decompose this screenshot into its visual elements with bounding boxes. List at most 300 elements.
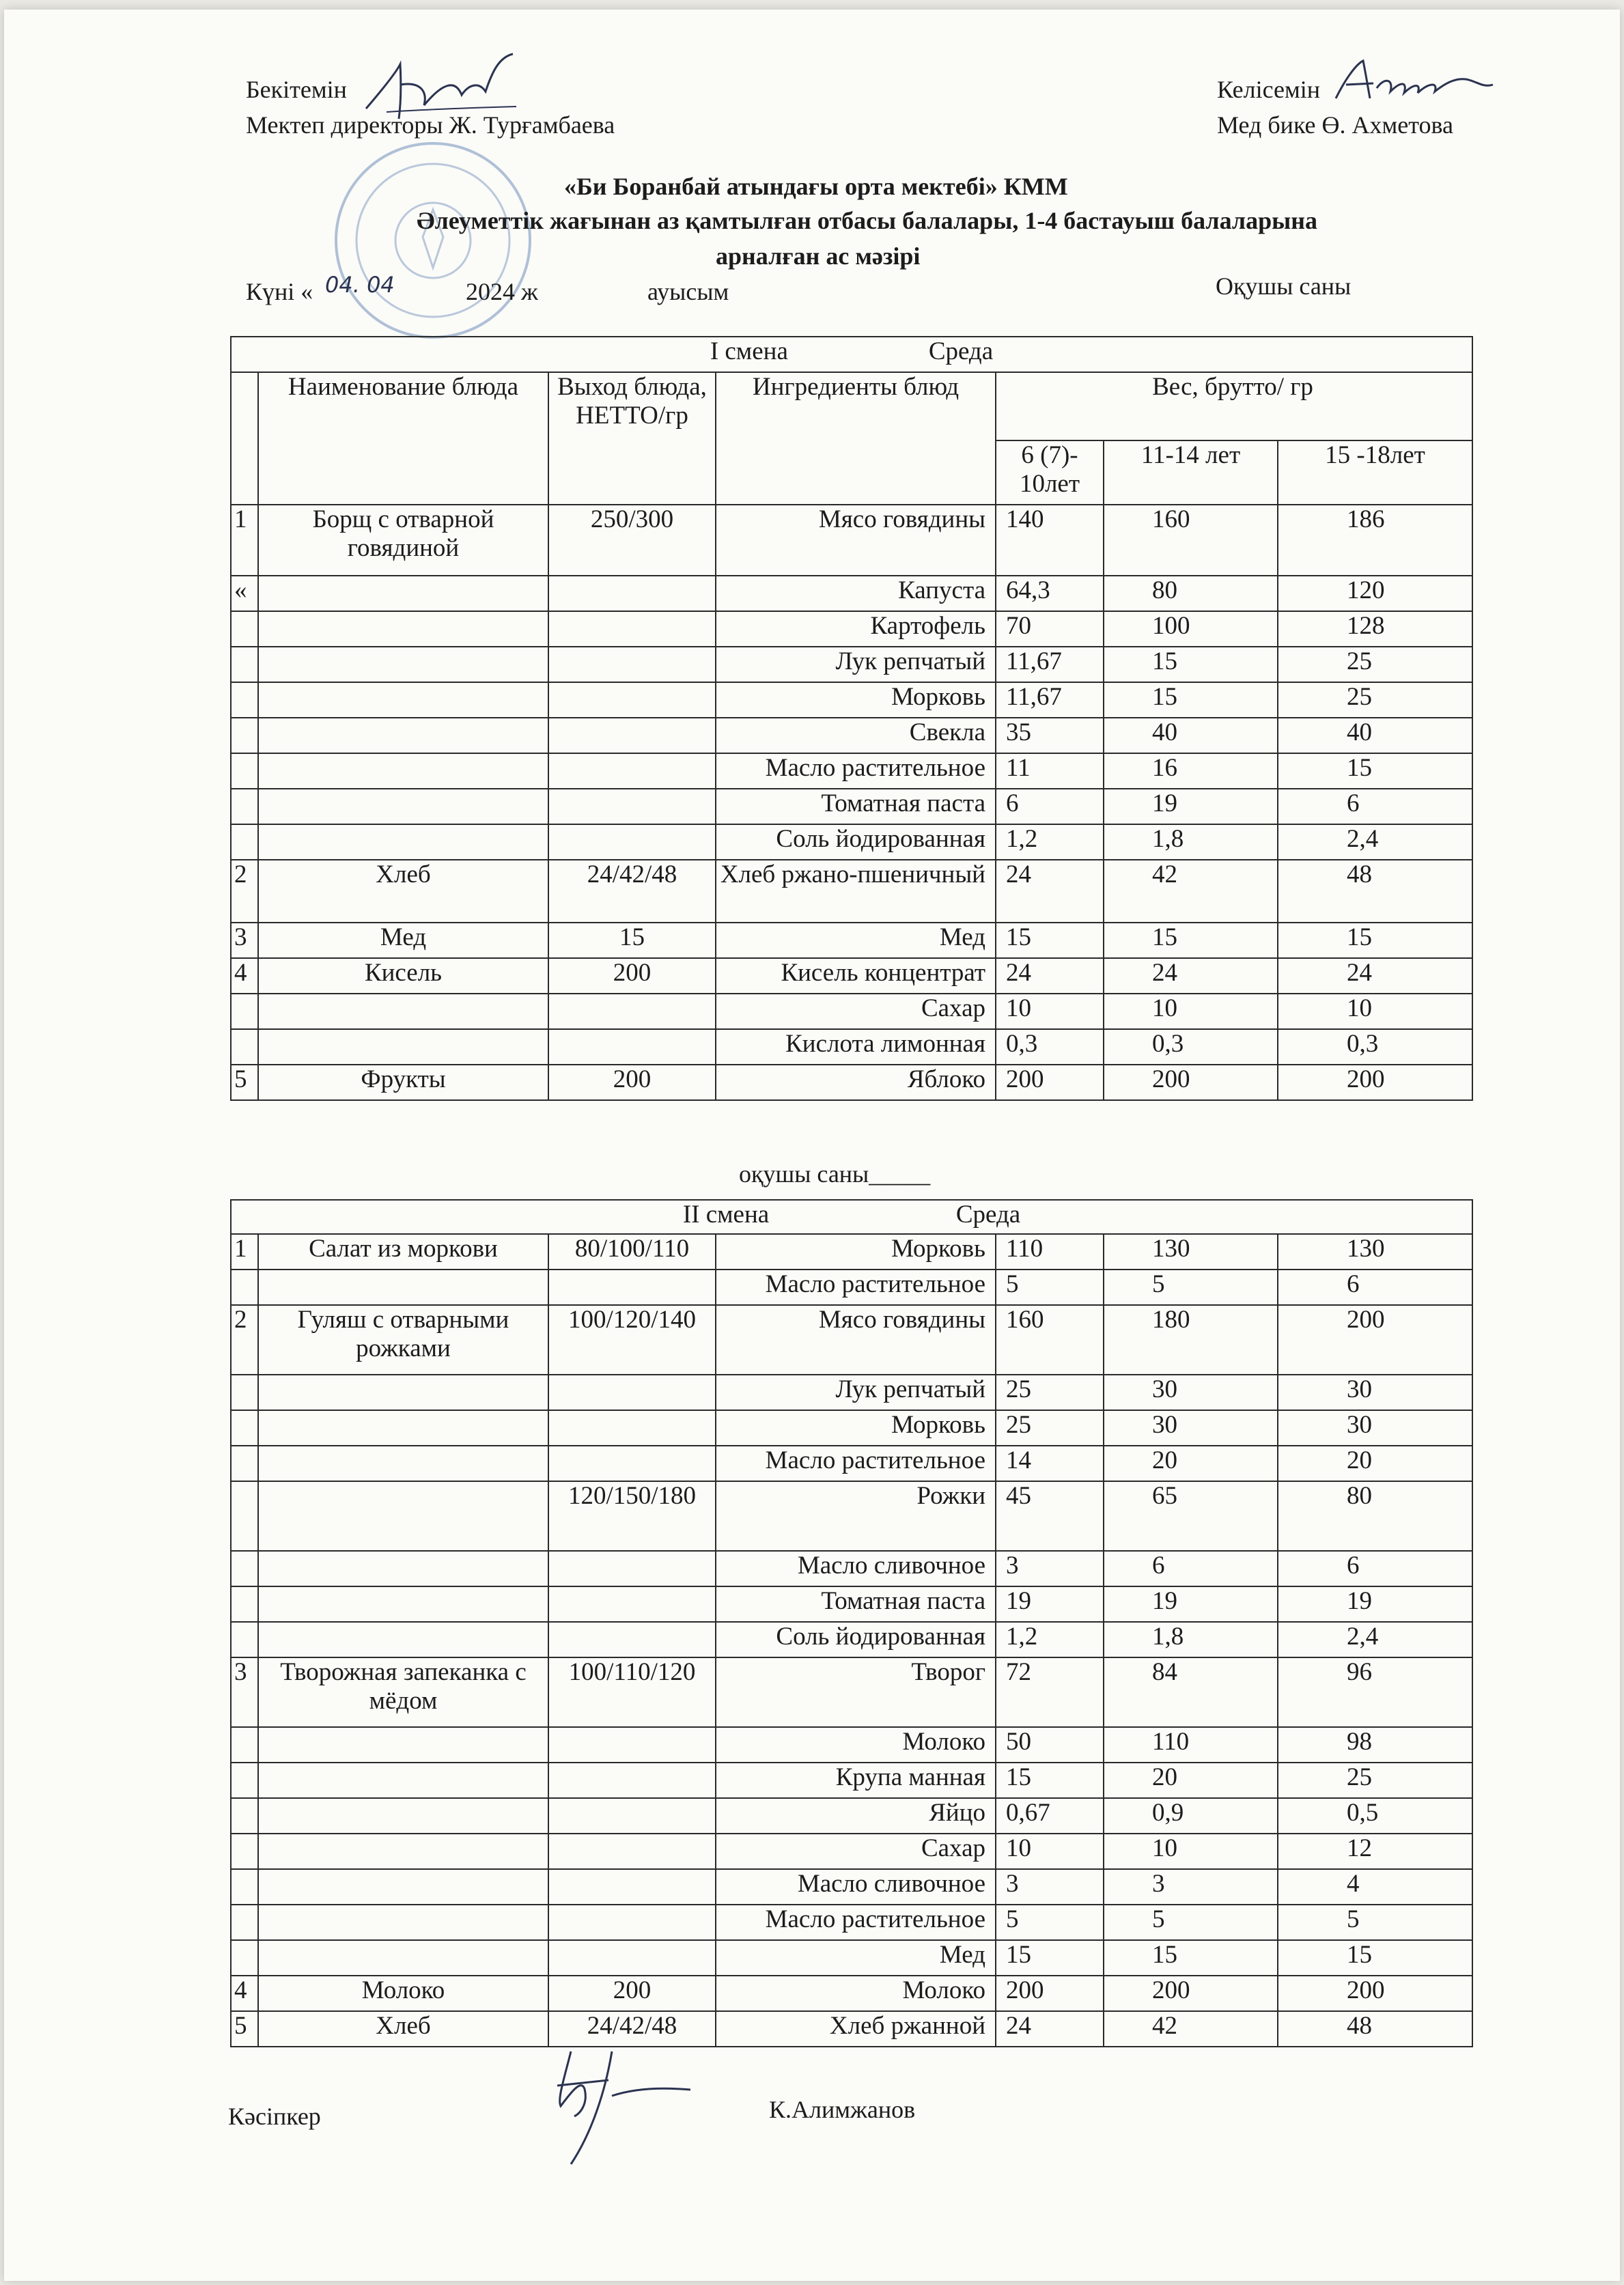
row-number: 1: [231, 505, 258, 576]
weight-age-6-10: 72: [996, 1657, 1104, 1727]
dish-yield: [548, 1622, 716, 1657]
day-name: Среда: [955, 1201, 1021, 1229]
director-signature: [359, 44, 530, 132]
ingredient-name: Масло растительное: [716, 1270, 996, 1305]
row-number: [231, 1905, 258, 1940]
dish-name: [258, 611, 548, 647]
header-yield: Выход блюда, НЕТТО/гр: [548, 372, 716, 505]
dish-yield: [548, 1410, 716, 1446]
weight-age-15-18: 0,5: [1278, 1798, 1472, 1834]
ingredient-name: Хлеб ржано-пшеничный: [716, 860, 996, 923]
table-row: [231, 1798, 1472, 1834]
weight-age-15-18: 15: [1278, 1940, 1472, 1976]
dish-name: [258, 682, 548, 718]
ingredient-name: Масло растительное: [716, 1446, 996, 1481]
weight-age-6-10: 11: [996, 753, 1104, 789]
day-name: Среда: [928, 337, 994, 365]
weight-age-6-10: 200: [996, 1976, 1104, 2011]
dish-yield: [548, 1270, 716, 1305]
weight-age-11-14: 24: [1104, 958, 1278, 994]
weight-age-11-14: 19: [1104, 789, 1278, 824]
dish-name: [258, 1834, 548, 1869]
table-title-cell: [231, 337, 1472, 372]
ingredient-name: Молоко: [716, 1976, 996, 2011]
table-row: [231, 958, 1472, 994]
ingredient-name: Сахар: [716, 1834, 996, 1869]
row-number: 2: [231, 860, 258, 923]
ingredient-name: Лук репчатый: [716, 647, 996, 682]
table-title-row: [231, 1200, 1472, 1234]
table-row: [231, 1029, 1472, 1065]
weight-age-15-18: 80: [1278, 1481, 1472, 1551]
dish-yield: [548, 576, 716, 611]
dish-yield: [548, 753, 716, 789]
weight-age-11-14: 6: [1104, 1551, 1278, 1586]
row-number: [231, 1375, 258, 1410]
weight-age-6-10: 11,67: [996, 682, 1104, 718]
weight-age-15-18: 128: [1278, 611, 1472, 647]
weight-age-15-18: 24: [1278, 958, 1472, 994]
row-number: [231, 994, 258, 1029]
ingredient-name: Творог: [716, 1657, 996, 1727]
weight-age-6-10: 140: [996, 505, 1104, 576]
table-row: [231, 1869, 1472, 1905]
dish-yield: 120/150/180: [548, 1481, 716, 1551]
weight-age-15-18: 5: [1278, 1905, 1472, 1940]
date-year: 2024 ж: [466, 278, 538, 305]
table-row: [231, 860, 1472, 923]
table-row: [231, 505, 1472, 576]
weight-age-11-14: 130: [1104, 1234, 1278, 1270]
shift-name: II смена: [682, 1201, 770, 1229]
row-number: [231, 1270, 258, 1305]
weight-age-11-14: 110: [1104, 1727, 1278, 1763]
weight-age-15-18: 30: [1278, 1410, 1472, 1446]
dish-yield: [548, 824, 716, 860]
weight-age-6-10: 3: [996, 1869, 1104, 1905]
header-weight: Вес, брутто/ гр: [996, 372, 1472, 440]
table-row: [231, 1622, 1472, 1657]
weight-age-6-10: 70: [996, 611, 1104, 647]
weight-age-11-14: 15: [1104, 647, 1278, 682]
school-title: «Би Боранбай атындағы орта мектебі» КММ: [564, 173, 1068, 200]
dish-yield: [548, 789, 716, 824]
ingredient-name: Томатная паста: [716, 789, 996, 824]
table-row: [231, 647, 1472, 682]
weight-age-11-14: 10: [1104, 994, 1278, 1029]
weight-age-15-18: 15: [1278, 923, 1472, 958]
dish-yield: 15: [548, 923, 716, 958]
shift-label: ауысым: [647, 278, 729, 305]
table-row: [231, 824, 1472, 860]
weight-age-6-10: 10: [996, 994, 1104, 1029]
table-row: [231, 753, 1472, 789]
table-body: [231, 505, 1472, 1100]
row-number: [231, 718, 258, 753]
table-row: [231, 1481, 1472, 1551]
row-number: [231, 647, 258, 682]
weight-age-11-14: 42: [1104, 860, 1278, 923]
weight-age-11-14: 0,3: [1104, 1029, 1278, 1065]
ingredient-name: Лук репчатый: [716, 1375, 996, 1410]
menu-subtitle-2: арналған ас мәзірі: [716, 242, 921, 270]
ingredient-name: Томатная паста: [716, 1586, 996, 1622]
agree-name: Мед бике Ө. Ахметова: [1217, 111, 1454, 139]
header-ingredients: Ингредиенты блюд: [716, 372, 996, 505]
row-number: 5: [231, 1065, 258, 1100]
table-row: [231, 576, 1472, 611]
table-row: [231, 1763, 1472, 1798]
dish-yield: [548, 1869, 716, 1905]
weight-age-11-14: 15: [1104, 682, 1278, 718]
header-age-1: 6 (7)- 10лет: [996, 440, 1104, 505]
weight-age-6-10: 11,67: [996, 647, 1104, 682]
table-title-row: [231, 337, 1472, 372]
weight-age-15-18: 30: [1278, 1375, 1472, 1410]
weight-age-11-14: 30: [1104, 1375, 1278, 1410]
weight-age-15-18: 120: [1278, 576, 1472, 611]
dish-name: Гуляш с отварными рожками: [258, 1305, 548, 1375]
dish-yield: [548, 994, 716, 1029]
dish-name: [258, 1727, 548, 1763]
row-number: 4: [231, 958, 258, 994]
weight-age-6-10: 24: [996, 2011, 1104, 2047]
ingredient-name: Хлеб ржанной: [716, 2011, 996, 2047]
table-row: [231, 1586, 1472, 1622]
table-row: [231, 1657, 1472, 1727]
weight-age-15-18: 25: [1278, 647, 1472, 682]
table-row: [231, 1976, 1472, 2011]
dish-name: [258, 1029, 548, 1065]
dish-name: [258, 824, 548, 860]
menu-subtitle-1: Әлеуметтік жағынан аз қамтылған отбасы балалары, 1-4 бастауыш балаларына: [417, 207, 1317, 234]
weight-age-6-10: 5: [996, 1270, 1104, 1305]
row-number: [231, 1763, 258, 1798]
dish-name: [258, 576, 548, 611]
weight-age-6-10: 0,67: [996, 1798, 1104, 1834]
row-number: [231, 1410, 258, 1446]
weight-age-11-14: 200: [1104, 1976, 1278, 2011]
school-stamp: [331, 138, 535, 343]
dish-yield: [548, 1834, 716, 1869]
weight-age-6-10: 15: [996, 1940, 1104, 1976]
ingredient-name: Картофель: [716, 611, 996, 647]
ingredient-name: Сахар: [716, 994, 996, 1029]
ingredient-name: Морковь: [716, 682, 996, 718]
ingredient-name: Крупа манная: [716, 1763, 996, 1798]
table-body: [231, 1234, 1472, 2047]
dish-name: [258, 753, 548, 789]
weight-age-11-14: 19: [1104, 1586, 1278, 1622]
weight-age-15-18: 48: [1278, 860, 1472, 923]
weight-age-11-14: 3: [1104, 1869, 1278, 1905]
ingredient-name: Соль йодированная: [716, 1622, 996, 1657]
weight-age-11-14: 15: [1104, 1940, 1278, 1976]
ingredient-name: Мясо говядины: [716, 1305, 996, 1375]
row-number: [231, 1940, 258, 1976]
dish-yield: [548, 1446, 716, 1481]
weight-age-6-10: 15: [996, 923, 1104, 958]
date-label: Күні «: [246, 278, 313, 305]
row-number: [231, 1869, 258, 1905]
dish-yield: [548, 1763, 716, 1798]
weight-age-6-10: 64,3: [996, 576, 1104, 611]
dish-name: [258, 1586, 548, 1622]
weight-age-6-10: 6: [996, 789, 1104, 824]
dish-name: [258, 1551, 548, 1586]
dish-name: Творожная запеканка с мёдом: [258, 1657, 548, 1727]
dish-name: [258, 1869, 548, 1905]
weight-age-6-10: 160: [996, 1305, 1104, 1375]
approve-label: Бекітемін: [246, 76, 347, 103]
dish-name: Хлеб: [258, 2011, 548, 2047]
row-number: [231, 1622, 258, 1657]
footer-name: К.Алимжанов: [769, 2096, 916, 2123]
agree-label: Келісемін: [1217, 76, 1321, 103]
weight-age-15-18: 25: [1278, 1763, 1472, 1798]
row-number: [231, 1029, 258, 1065]
weight-age-15-18: 200: [1278, 1065, 1472, 1100]
ingredient-name: Масло растительное: [716, 753, 996, 789]
weight-age-6-10: 5: [996, 1905, 1104, 1940]
row-number: [231, 1798, 258, 1834]
header-age-2: 11-14 лет: [1104, 440, 1278, 505]
table-row: [231, 994, 1472, 1029]
ingredient-name: Яйцо: [716, 1798, 996, 1834]
row-number: 3: [231, 1657, 258, 1727]
table-row: [231, 1905, 1472, 1940]
table-row: [231, 923, 1472, 958]
dish-name: Молоко: [258, 1976, 548, 2011]
dish-yield: [548, 1375, 716, 1410]
weight-age-11-14: 100: [1104, 611, 1278, 647]
row-number: [231, 682, 258, 718]
weight-age-6-10: 25: [996, 1375, 1104, 1410]
dish-yield: 100/110/120: [548, 1657, 716, 1727]
weight-age-15-18: 2,4: [1278, 824, 1472, 860]
dish-yield: 250/300: [548, 505, 716, 576]
students-count-label: оқушы саны_____: [739, 1160, 931, 1188]
table-row: [231, 2011, 1472, 2047]
dish-name: [258, 718, 548, 753]
dish-yield: [548, 1798, 716, 1834]
date-handwritten: 04. 04: [325, 272, 395, 298]
row-number: [231, 824, 258, 860]
ingredient-name: Молоко: [716, 1727, 996, 1763]
weight-age-11-14: 10: [1104, 1834, 1278, 1869]
dish-yield: [548, 1586, 716, 1622]
row-number: «: [231, 576, 258, 611]
weight-age-15-18: 20: [1278, 1446, 1472, 1481]
dish-name: [258, 1940, 548, 1976]
table-row: [231, 611, 1472, 647]
weight-age-11-14: 80: [1104, 576, 1278, 611]
weight-age-6-10: 24: [996, 860, 1104, 923]
nurse-signature: [1329, 51, 1500, 112]
weight-age-15-18: 200: [1278, 1976, 1472, 2011]
weight-age-6-10: 14: [996, 1446, 1104, 1481]
dish-name: [258, 1763, 548, 1798]
ingredient-name: Масло растительное: [716, 1905, 996, 1940]
dish-yield: [548, 1029, 716, 1065]
table-row: [231, 1940, 1472, 1976]
dish-name: [258, 1410, 548, 1446]
table-row: [231, 1834, 1472, 1869]
dish-yield: 200: [548, 958, 716, 994]
ingredient-name: Соль йодированная: [716, 824, 996, 860]
ingredient-name: Морковь: [716, 1410, 996, 1446]
ingredient-name: Мясо говядины: [716, 505, 996, 576]
weight-age-15-18: 25: [1278, 682, 1472, 718]
ingredient-name: Кисель концентрат: [716, 958, 996, 994]
ingredient-name: Яблоко: [716, 1065, 996, 1100]
row-number: [231, 1727, 258, 1763]
dish-name: Мед: [258, 923, 548, 958]
row-number: [231, 753, 258, 789]
weight-age-15-18: 48: [1278, 2011, 1472, 2047]
weight-age-15-18: 186: [1278, 505, 1472, 576]
dish-name: Кисель: [258, 958, 548, 994]
dish-yield: 80/100/110: [548, 1234, 716, 1270]
dish-name: Борщ с отварной говядиной: [258, 505, 548, 576]
weight-age-6-10: 3: [996, 1551, 1104, 1586]
weight-age-6-10: 15: [996, 1763, 1104, 1798]
ingredient-name: Рожки: [716, 1481, 996, 1551]
row-number: 4: [231, 1976, 258, 2011]
table-row: [231, 1551, 1472, 1586]
table-row: [231, 1446, 1472, 1481]
header-age-3: 15 -18лет: [1278, 440, 1472, 505]
weight-age-6-10: 0,3: [996, 1029, 1104, 1065]
weight-age-11-14: 1,8: [1104, 1622, 1278, 1657]
dish-yield: [548, 1940, 716, 1976]
table-row: [231, 1305, 1472, 1375]
row-number: 5: [231, 2011, 258, 2047]
ingredient-name: Свекла: [716, 718, 996, 753]
row-number: 1: [231, 1234, 258, 1270]
weight-age-11-14: 42: [1104, 2011, 1278, 2047]
row-number: [231, 1481, 258, 1551]
header-dish: Наименование блюда: [258, 372, 548, 505]
dish-name: [258, 647, 548, 682]
row-number: [231, 1834, 258, 1869]
row-number: 2: [231, 1305, 258, 1375]
dish-yield: [548, 611, 716, 647]
weight-age-11-14: 1,8: [1104, 824, 1278, 860]
ingredient-name: Мед: [716, 1940, 996, 1976]
dish-name: [258, 1375, 548, 1410]
weight-age-6-10: 35: [996, 718, 1104, 753]
ingredient-name: Морковь: [716, 1234, 996, 1270]
dish-yield: 200: [548, 1065, 716, 1100]
weight-age-11-14: 84: [1104, 1657, 1278, 1727]
menu-table-shift-1: [230, 336, 1473, 1101]
dish-yield: [548, 718, 716, 753]
weight-age-11-14: 5: [1104, 1270, 1278, 1305]
weight-age-11-14: 5: [1104, 1905, 1278, 1940]
weight-age-6-10: 1,2: [996, 1622, 1104, 1657]
dish-yield: 24/42/48: [548, 2011, 716, 2047]
row-number: [231, 1446, 258, 1481]
weight-age-11-14: 0,9: [1104, 1798, 1278, 1834]
document-page: [4, 10, 1620, 2281]
weight-age-15-18: 6: [1278, 789, 1472, 824]
table-row: [231, 718, 1472, 753]
table-row: [231, 1410, 1472, 1446]
weight-age-15-18: 0,3: [1278, 1029, 1472, 1065]
weight-age-6-10: 25: [996, 1410, 1104, 1446]
ingredient-name: Масло сливочное: [716, 1551, 996, 1586]
dish-name: Фрукты: [258, 1065, 548, 1100]
menu-table-shift-2: [230, 1199, 1473, 2047]
weight-age-11-14: 15: [1104, 923, 1278, 958]
weight-age-6-10: 10: [996, 1834, 1104, 1869]
dish-name: [258, 1622, 548, 1657]
dish-name: [258, 1798, 548, 1834]
weight-age-15-18: 2,4: [1278, 1622, 1472, 1657]
ingredient-name: Капуста: [716, 576, 996, 611]
table-row: [231, 789, 1472, 824]
dish-yield: 24/42/48: [548, 860, 716, 923]
dish-yield: [548, 1905, 716, 1940]
weight-age-15-18: 10: [1278, 994, 1472, 1029]
weight-age-6-10: 50: [996, 1727, 1104, 1763]
dish-name: [258, 1270, 548, 1305]
table-row: [231, 1375, 1472, 1410]
weight-age-11-14: 30: [1104, 1410, 1278, 1446]
weight-age-15-18: 96: [1278, 1657, 1472, 1727]
header-num-cell: [231, 372, 258, 505]
students-label: Оқушы саны: [1216, 272, 1352, 300]
weight-age-11-14: 16: [1104, 753, 1278, 789]
approve-name: Мектеп директоры Ж. Турғамбаева: [246, 111, 615, 139]
weight-age-11-14: 40: [1104, 718, 1278, 753]
weight-age-15-18: 19: [1278, 1586, 1472, 1622]
entrepreneur-signature: [544, 2038, 701, 2168]
ingredient-name: Масло сливочное: [716, 1869, 996, 1905]
weight-age-15-18: 12: [1278, 1834, 1472, 1869]
weight-age-15-18: 6: [1278, 1270, 1472, 1305]
row-number: 3: [231, 923, 258, 958]
weight-age-11-14: 200: [1104, 1065, 1278, 1100]
weight-age-15-18: 15: [1278, 753, 1472, 789]
weight-age-6-10: 24: [996, 958, 1104, 994]
dish-name: [258, 994, 548, 1029]
dish-name: [258, 1905, 548, 1940]
row-number: [231, 1586, 258, 1622]
table-title-cell: [231, 1200, 1472, 1234]
weight-age-11-14: 160: [1104, 505, 1278, 576]
table-row: [231, 682, 1472, 718]
row-number: [231, 789, 258, 824]
dish-yield: [548, 647, 716, 682]
dish-yield: 200: [548, 1976, 716, 2011]
weight-age-15-18: 4: [1278, 1869, 1472, 1905]
table-row: [231, 1727, 1472, 1763]
weight-age-15-18: 130: [1278, 1234, 1472, 1270]
dish-yield: 100/120/140: [548, 1305, 716, 1375]
footer-role: Кәсіпкер: [228, 2103, 321, 2130]
dish-yield: [548, 1551, 716, 1586]
weight-age-11-14: 20: [1104, 1763, 1278, 1798]
row-number: [231, 611, 258, 647]
weight-age-6-10: 1,2: [996, 824, 1104, 860]
dish-yield: [548, 1727, 716, 1763]
weight-age-6-10: 45: [996, 1481, 1104, 1551]
dish-name: Салат из моркови: [258, 1234, 548, 1270]
row-number: [231, 1551, 258, 1586]
dish-name: [258, 1481, 548, 1551]
